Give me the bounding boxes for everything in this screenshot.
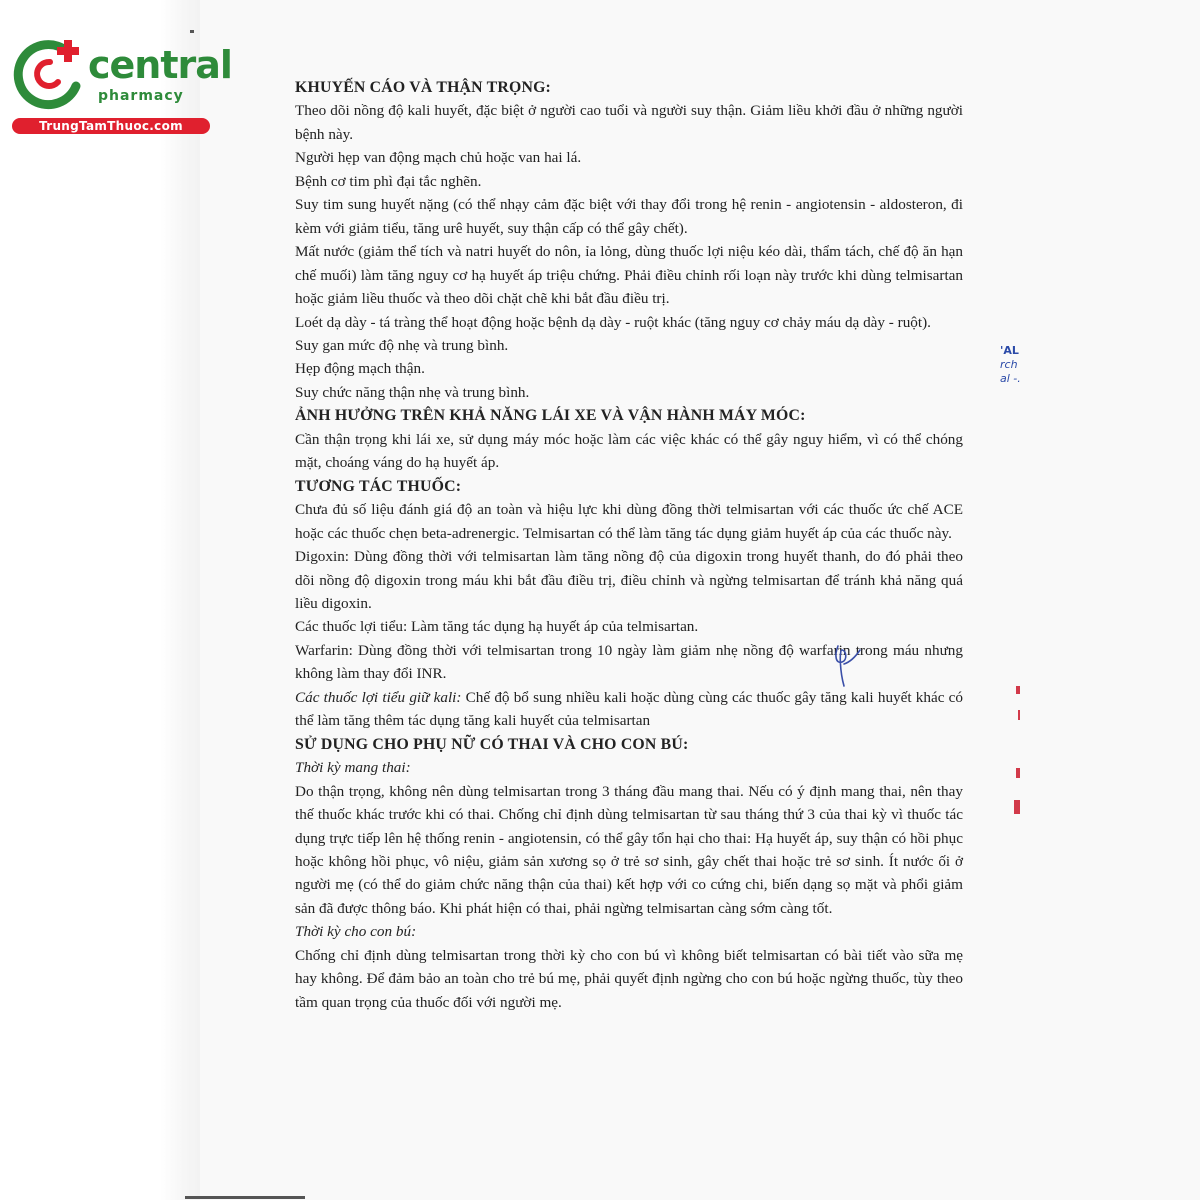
paragraph: Loét dạ dày - tá tràng thể hoạt động hoặc bệnh dạ dày - ruột khác (tăng nguy cơ chảy máu dạ dày - ruột). xyxy=(295,313,931,331)
edge-stamp-line: al -. xyxy=(1000,372,1021,385)
paragraph: Theo dõi nồng độ kali huyết, đặc biệt ở người cao tuổi và người suy thận. Giảm liều khởi đầu ở những người bệnh này. xyxy=(295,102,963,143)
paragraph: Digoxin: Dùng đồng thời với telmisartan làm tăng nồng độ của digoxin trong huyết thanh, do đó phải theo dõi nồng độ digoxin trong máu khi bắt đầu điều trị, điều chỉnh và ngừng telmisartan để tránh khả năng quá liều digoxin. xyxy=(295,548,963,612)
edge-stamp-line: rch xyxy=(1000,358,1018,371)
red-edge-mark xyxy=(1016,768,1020,778)
logo-url-badge[interactable]: TrungTamThuoc.com xyxy=(12,118,210,134)
scan-shadow xyxy=(160,0,200,1200)
initials-signature-icon xyxy=(830,642,870,688)
red-edge-mark xyxy=(1018,710,1020,720)
paragraph: Chưa đủ số liệu đánh giá độ an toàn và hiệu lực khi dùng đồng thời telmisartan với các thuốc ức chế ACE hoặc các thuốc chẹn beta-adrenergic. Telmisartan có thể làm tăng tác dụng giảm huyết áp của các thuốc này. xyxy=(295,501,963,542)
paragraph xyxy=(295,686,963,733)
logo-brand-text: central xyxy=(88,43,232,87)
paragraph: Suy tim sung huyết nặng (có thể nhạy cảm đặc biệt với thay đổi trong hệ renin - angiotensin - aldosteron, đi kèm với giảm tiểu, tăng urê huyết, suy thận cấp có thể gây chết). xyxy=(295,196,963,237)
cross-c-logo-icon xyxy=(10,38,90,110)
central-pharmacy-logo[interactable] xyxy=(10,38,232,138)
paragraph: Suy gan mức độ nhẹ và trung bình. xyxy=(295,336,509,354)
section-heading: KHUYẾN CÁO VÀ THẬN TRỌNG: xyxy=(295,79,552,96)
paragraph: Cần thận trọng khi lái xe, sử dụng máy móc hoặc làm các việc khác có thể gây nguy hiểm, vì có thể chóng mặt, choáng váng do hạ huyết áp. xyxy=(295,430,963,472)
section-heading: TƯƠNG TÁC THUỐC: xyxy=(295,477,462,495)
paragraph: Do thận trọng, không nên dùng telmisartan trong 3 tháng đầu mang thai. Nếu có ý định mang thai, nên thay thế thuốc khác trước khi có thai. Chống chỉ định dùng telmisartan từ sau tháng thứ 3 của thai kỳ vì thuốc tác dụng trực tiếp lên hệ thống renin - angiotensin, có thể gây tổn hại cho thai: Hạ huyết áp, suy thận có hồi phục hoặc không hồi phục, vô niệu, giảm sản xương sọ ở trẻ sơ sinh, gây chết thai hoặc trẻ sơ sinh. Ít nước ối ở người mẹ (có thể do giảm chức năng thận của thai) kết hợp với co cứng chi, biến dạng sọ mặt và phổi giảm sản đã được thông báo. Khi phát hiện có thai, phải ngừng telmisartan càng sớm càng tốt. xyxy=(295,782,963,917)
paragraph: Warfarin: Dùng đồng thời với telmisartan trong 10 ngày làm giảm nhẹ nồng độ warfarin trong máu nhưng không làm thay đổi INR. xyxy=(295,641,963,683)
subheading: Thời kỳ cho con bú: xyxy=(295,923,417,941)
paragraph: Suy chức năng thận nhẹ và trung bình. xyxy=(295,383,530,401)
section-heading: SỬ DỤNG CHO PHỤ NỮ CÓ THAI VÀ CHO CON BÚ: xyxy=(295,735,689,753)
section-heading: ẢNH HƯỞNG TRÊN KHẢ NĂNG LÁI XE VÀ VẬN HÀNH MÁY MÓC: xyxy=(295,407,806,425)
logo-subtitle: pharmacy xyxy=(98,88,184,104)
subheading: Thời kỳ mang thai: xyxy=(295,759,411,777)
document-body xyxy=(295,76,963,1014)
paragraph: Các thuốc lợi tiểu: Làm tăng tác dụng hạ huyết áp của telmisartan. xyxy=(295,618,699,636)
paragraph: Hẹp động mạch thận. xyxy=(295,360,425,378)
scan-speck xyxy=(190,30,194,33)
paragraph: Bệnh cơ tim phì đại tắc nghẽn. xyxy=(295,172,482,190)
scan-edge-line xyxy=(185,1196,305,1199)
edge-stamp-text xyxy=(1000,344,1021,386)
paragraph: Chống chỉ định dùng telmisartan trong thời kỳ cho con bú vì không biết telmisartan có bài tiết vào sữa mẹ hay không. Để đảm bảo an toàn cho trẻ bú mẹ, phải quyết định ngừng cho con bú hoặc ngừng thuốc, tùy theo tầm quan trọng của thuốc đối với người mẹ. xyxy=(295,946,963,1011)
paragraph-text: Chế độ bổ sung nhiều kali hoặc dùng cùng các thuốc gây tăng kali huyết khác có thể làm tăng thêm tác dụng tăng kali huyết của telmisartan xyxy=(295,688,963,730)
italic-label: Các thuốc lợi tiểu giữ kali: xyxy=(295,688,462,706)
paragraph: Người hẹp van động mạch chủ hoặc van hai lá. xyxy=(295,149,582,167)
edge-stamp-line: 'AL xyxy=(1000,344,1019,357)
red-edge-mark xyxy=(1016,686,1020,694)
paragraph: Mất nước (giảm thể tích và natri huyết do nôn, ỉa lỏng, dùng thuốc lợi niệu kéo dài, thẩm tách, chế độ ăn hạn chế muối) làm tăng nguy cơ hạ huyết áp triệu chứng. Phải điều chỉnh rối loạn này trước khi dùng telmisartan hoặc giảm liều thuốc và theo dõi chặt chẽ khi bắt đầu điều trị. xyxy=(295,243,963,308)
red-edge-mark xyxy=(1014,800,1020,814)
